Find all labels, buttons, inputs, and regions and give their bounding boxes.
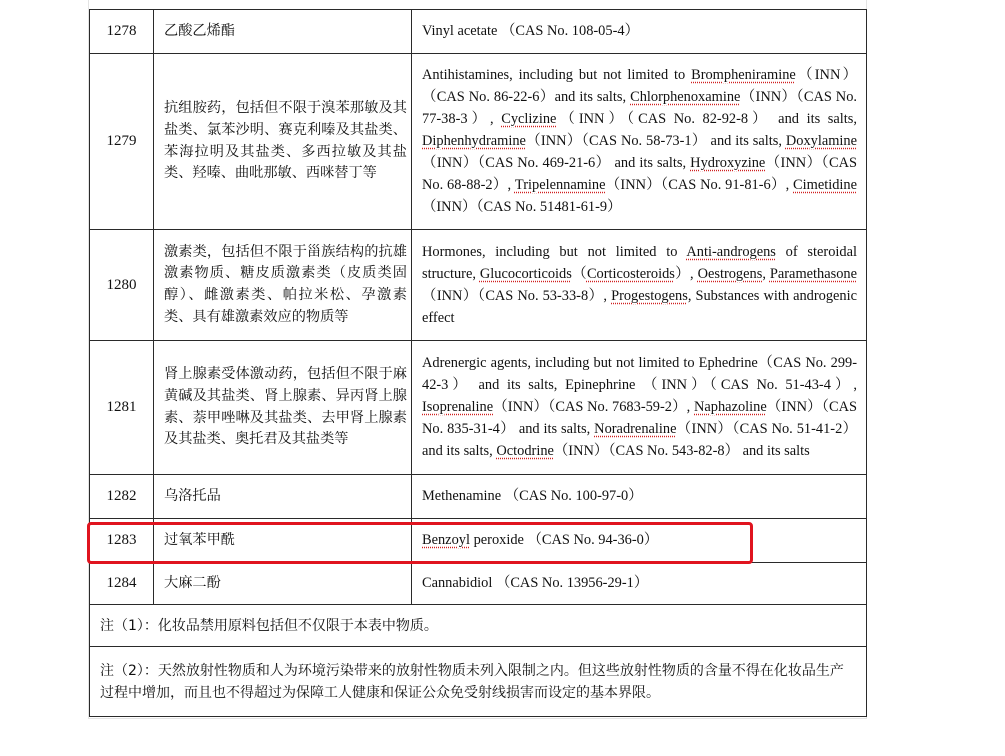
text-segment: （INN）（CAS No. 51-41-2） and its salts, xyxy=(422,421,857,459)
underlined-term: Noradrenaline xyxy=(594,421,677,437)
table-row xyxy=(90,54,867,230)
chinese-name: 乙酸乙烯酯 xyxy=(154,10,412,54)
underlined-term: Doxylamine xyxy=(785,133,857,149)
text-segment: （INN）（CAS No. 68-88-2）, xyxy=(422,155,857,193)
underlined-term: Cimetidine xyxy=(793,177,857,193)
text-segment: Adrenergic agents, including but not limited to Ephedrine（CAS No. 299-42-3） and its salts, Epinephrine （INN）（CAS No. 51-43-4）, xyxy=(422,355,857,393)
text-segment: （INN）（CAS No. 77-38-3）, xyxy=(422,89,857,127)
note-row xyxy=(90,647,867,717)
english-name xyxy=(412,54,867,230)
chinese-name: 过氧苯甲酰 xyxy=(154,519,412,563)
underlined-term: Paramethasone xyxy=(769,265,857,282)
english-name xyxy=(412,563,867,605)
underlined-term: Benzoyl xyxy=(422,532,470,548)
text-segment: （INN）（CAS No. 835-31-4） and its salts, xyxy=(422,399,858,437)
text-segment: （INN）（CAS No. 7683-59-2）, xyxy=(493,399,695,415)
table-row xyxy=(90,475,867,519)
text-segment: （INN）（CAS No. 51481-61-9） xyxy=(422,199,622,215)
text-segment: （INN）（CAS No. 469-21-6） and its salts, xyxy=(422,155,691,171)
english-name xyxy=(412,10,867,54)
note-2: 注（2）：天然放射性物质和人为环境污染带来的放射性物质未列入限制之内。但这些放射性物质的含量不得在化妆品生产过程中增加，而且也不得超过为保障工人健康和保证公众免受射线损害而设定的基本界限。 xyxy=(90,647,867,717)
underlined-term: Brompheniramine xyxy=(691,67,796,83)
note-1: 注（1）：化妆品禁用原料包括但不仅限于本表中物质。 xyxy=(90,605,867,647)
english-name xyxy=(412,475,867,519)
underlined-term: Glucocorticoids xyxy=(479,265,572,282)
english-name xyxy=(412,230,867,341)
row-number: 1283 xyxy=(90,519,154,563)
chinese-name: 大麻二酚 xyxy=(154,563,412,605)
underlined-term: Naphazoline xyxy=(694,399,767,415)
table-row xyxy=(90,230,867,341)
text-segment: , xyxy=(762,265,770,282)
text-segment: peroxide （CAS No. 94-36-0） xyxy=(469,532,659,548)
text-segment: ）, xyxy=(674,265,698,282)
underlined-term: Anti-androgens xyxy=(686,243,776,260)
table-row-highlighted xyxy=(90,519,867,563)
text-segment: Hormones, including but not limited to xyxy=(422,243,687,260)
english-name xyxy=(412,341,867,475)
text-segment: of steroidal structure, xyxy=(422,243,857,282)
chinese-name: 乌洛托品 xyxy=(154,475,412,519)
underlined-term: Octodrine xyxy=(496,443,554,459)
text-segment: Cannabidiol （CAS No. 13956-29-1） xyxy=(422,575,649,591)
text-segment: Methenamine （CAS No. 100-97-0） xyxy=(422,488,643,504)
row-number: 1282 xyxy=(90,475,154,519)
underlined-term: Isoprenaline xyxy=(422,399,494,415)
chinese-name: 肾上腺素受体激动药，包括但不限于麻黄碱及其盐类、肾上腺素、异丙肾上腺素、萘甲唑啉及其盐类、去甲肾上腺素及其盐类、奥托君及其盐类等 xyxy=(154,341,412,475)
note-row xyxy=(90,605,867,647)
text-segment: （INN）（CAS No. 58-73-1） and its salts, xyxy=(525,133,786,149)
underlined-term: Progestogens xyxy=(611,287,688,304)
underlined-term: Cyclizine xyxy=(501,111,557,127)
chinese-name: 抗组胺药，包括但不限于溴苯那敏及其盐类、氯苯沙明、赛克利嗪及其盐类、苯海拉明及其盐类、多西拉敏及其盐类、羟嗪、曲吡那敏、西咪替丁等 xyxy=(154,54,412,230)
chinese-name: 激素类，包括但不限于甾族结构的抗雄激素物质、糖皮质激素类（皮质类固醇）、雌激素类、帕拉米松、孕激素类、具有雄激素效应的物质等 xyxy=(154,230,412,341)
underlined-term: Corticosteroids xyxy=(586,265,675,282)
underlined-term: Oestrogens xyxy=(697,265,763,282)
text-segment: （INN）（CAS No. 543-82-8） and its salts xyxy=(553,443,810,459)
table-row xyxy=(90,341,867,475)
table-row xyxy=(90,10,867,54)
underlined-term: Chlorphenoxamine xyxy=(630,89,741,105)
text-segment: （INN）（CAS No. 91-81-6）, xyxy=(605,177,794,193)
text-segment: （ xyxy=(571,265,587,282)
underlined-term: Diphenhydramine xyxy=(422,133,526,149)
table-row xyxy=(90,563,867,605)
row-number: 1280 xyxy=(90,230,154,341)
text-segment: （INN）（CAS No. 53-33-8）, xyxy=(422,287,612,304)
row-number: 1278 xyxy=(90,10,154,54)
row-number: 1279 xyxy=(90,54,154,230)
text-segment: （INN）（CAS No. 86-22-6）and its salts, xyxy=(422,67,858,105)
row-number: 1284 xyxy=(90,563,154,605)
text-segment: （INN）（CAS No. 82-92-8） and its salts, xyxy=(556,111,857,127)
underlined-term: Hydroxyzine xyxy=(690,155,766,171)
english-name xyxy=(412,519,867,563)
prohibited-substances-table xyxy=(89,9,867,717)
underlined-term: Tripelennamine xyxy=(514,177,606,193)
text-segment: Vinyl acetate （CAS No. 108-05-4） xyxy=(422,23,639,39)
text-segment: , Substances with androgenic effect xyxy=(422,287,857,326)
text-segment: Antihistamines, including but not limited to xyxy=(422,67,692,83)
row-number: 1281 xyxy=(90,341,154,475)
